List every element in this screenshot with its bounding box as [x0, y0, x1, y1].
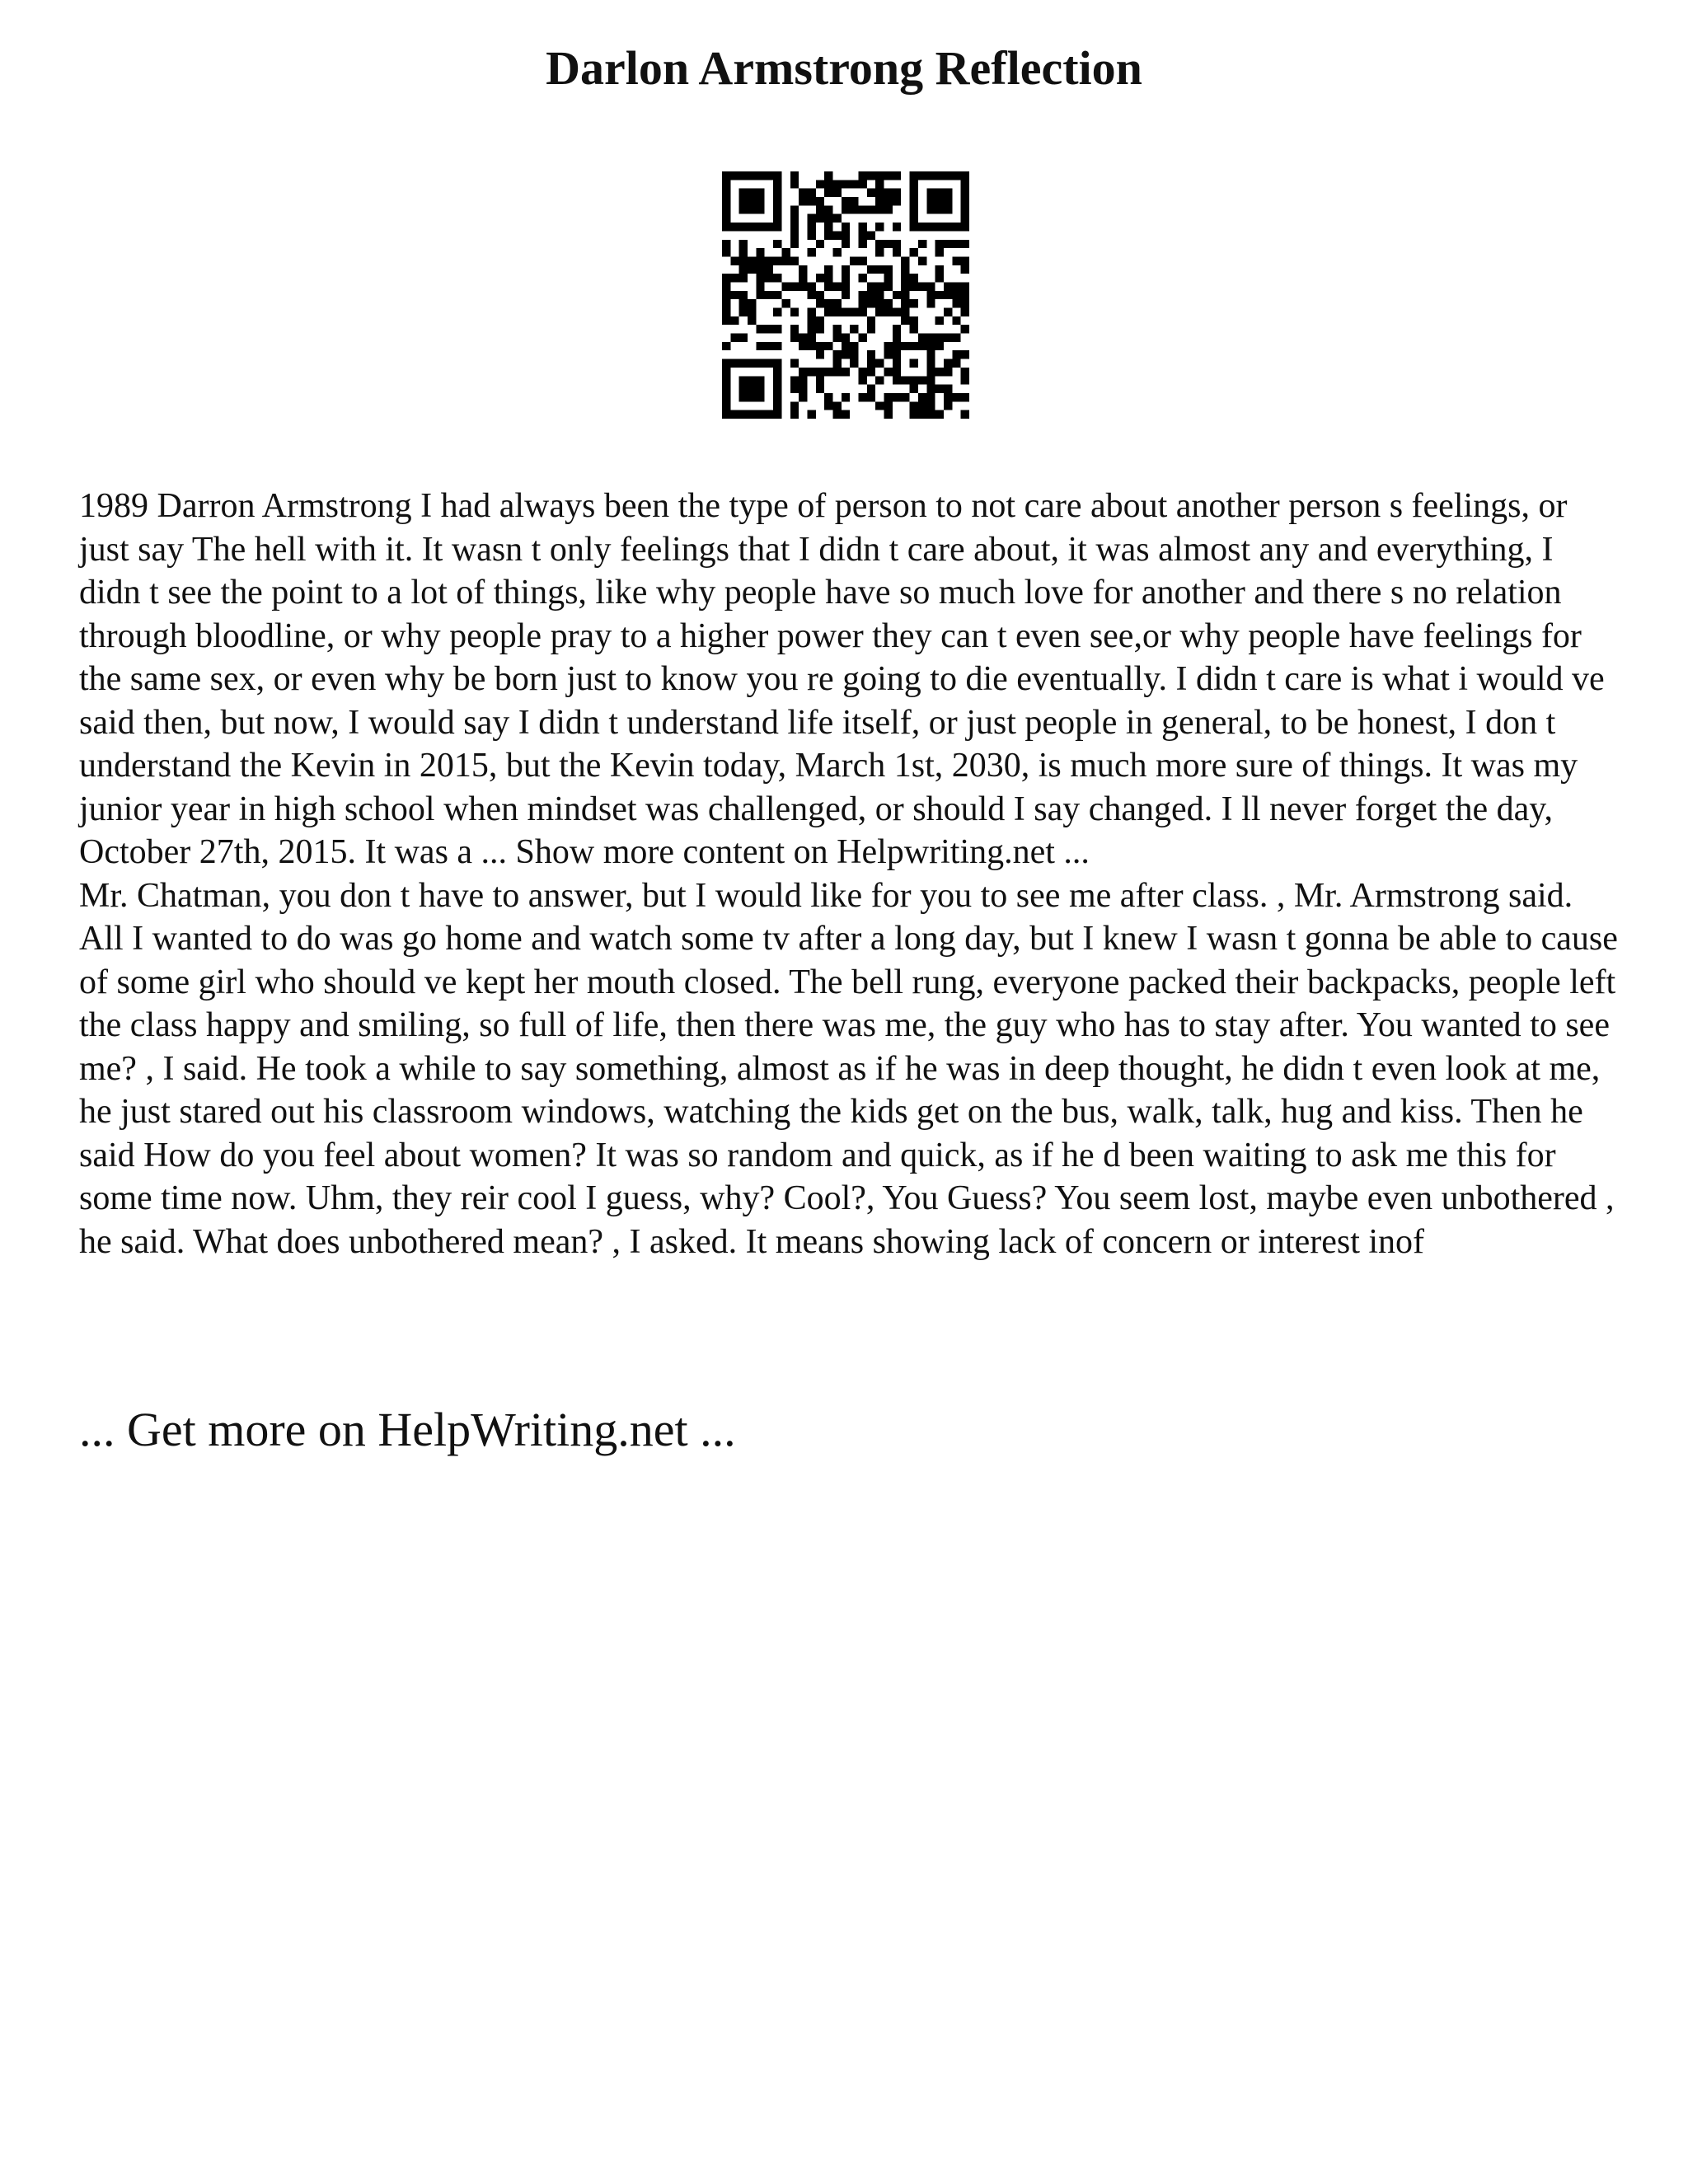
- paragraph: 1989 Darron Armstrong I had always been the type of person to not care about another person s feelings, or just say The hell with it. It wasn t only feelings that I didn t care about, it was almost any and everything, I didn t see the point to a lot of things, like why people have so much love for another and there s no relation through bloodline, or why people pray to a higher power they can t even see,or why people have feelings for the same sex, or even why be born just to know you re going to die eventually. I didn t care is what i would ve said then, but now, I would say I didn t understand life itself, or just people in general, to be honest, I don t understand the Kevin in 2015, but the Kevin today, March 1st, 2030, is much more sure of things. It was my junior year in high school when mindset was challenged, or should I say changed. I ll never forget the day, October 27th, 2015. It was a ... Show more content on Helpwriting.net ...: [79, 487, 1605, 871]
- paragraph: Mr. Chatman, you don t have to answer, but I would like for you to see me after class. , Mr. Armstrong said. All I wanted to do was go home and watch some tv after a long day, but I knew I wasn t gonna be able to cause of some girl who should ve kept her mouth closed. The bell rung, everyone packed their backpacks, people left the class happy and smiling, so full of life, then there was me, the guy who has to stay after. You wanted to see me? , I said. He took a while to say something, almost as if he was in deep thought, he didn t even look at me, he just stared out his classroom windows, watching the kids get on the bus, walk, talk, hug and kiss. Then he said How do you feel about women? It was so random and quick, as if he d been waiting to ask me this for some time now. Uhm, they reir cool I guess, why? Cool?, You Guess? You seem lost, maybe even unbothered , he said. What does unbothered mean? , I asked. It means showing lack of concern or interest inof: [79, 876, 1618, 1261]
- qr-code-icon: [722, 171, 969, 419]
- get-more-link[interactable]: ... Get more on HelpWriting.net ...: [79, 1403, 736, 1456]
- body-text: [79, 485, 1620, 1263]
- page-title: Darlon Armstrong Reflection: [546, 41, 1142, 95]
